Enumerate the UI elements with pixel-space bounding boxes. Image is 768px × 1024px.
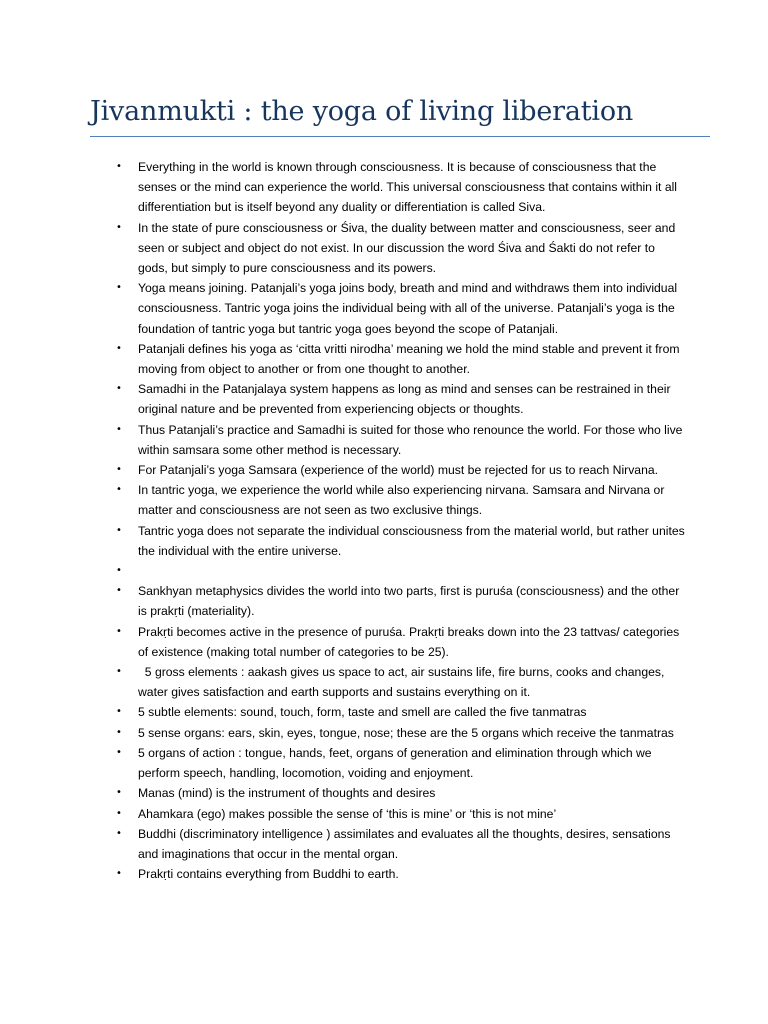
bullet-icon: • xyxy=(116,524,122,536)
list-item-text: In the state of pure consciousness or Śiva, the duality between matter and consciousness, seer and seen or subject and object do not exist. In our discussion the word Śiva and Śakti do not refer to gods, but simply to pure consciousness and its powers. xyxy=(138,220,676,276)
bullet-icon: • xyxy=(116,484,122,496)
list-item-text: In tantric yoga, we experience the world while also experiencing nirvana. Samsara and Nirvana or matter and consciousness are not seen as two exclusive things. xyxy=(138,483,665,518)
list-item xyxy=(0,581,686,621)
bullet-icon: • xyxy=(116,221,122,233)
list-item xyxy=(0,157,686,218)
list-item xyxy=(0,622,686,662)
list-item xyxy=(0,420,686,460)
list-item xyxy=(0,723,686,743)
list-item-text: For Patanjali’s yoga Samsara (experience of the world) must be rejected for us to reach Nirvana. xyxy=(138,463,659,478)
bullet-icon: • xyxy=(116,342,122,354)
bullet-list xyxy=(0,157,686,884)
list-item xyxy=(0,339,686,379)
bullet-icon: • xyxy=(116,807,122,819)
list-item-text: Buddhi (discriminatory intelligence ) assimilates and evaluates all the thoughts, desires, sensations and imaginations that occur in the mental organ. xyxy=(138,826,671,861)
bullet-icon: • xyxy=(116,868,122,880)
bullet-icon: • xyxy=(116,827,122,839)
bullet-icon: • xyxy=(116,666,122,678)
list-item-text: Thus Patanjali’s practice and Samadhi is suited for those who renounce the world. For those who live within samsara some other method is necessary. xyxy=(138,422,683,457)
bullet-icon: • xyxy=(116,464,122,476)
bullet-icon: • xyxy=(116,565,122,577)
page-title: Jivanmukti : the yoga of living liberation xyxy=(90,96,634,127)
list-item-text: Patanjali defines his yoga as ‘citta vritti nirodha’ meaning we hold the mind stable and prevent it from moving from object to another or from one thought to another. xyxy=(138,341,680,377)
list-item xyxy=(0,743,686,783)
list-item xyxy=(0,864,686,884)
list-item xyxy=(0,804,686,824)
list-item-text: Samadhi in the Patanjalaya system happens as long as mind and senses can be restrained in their original nature and be prevented from experiencing objects or thoughts. xyxy=(138,382,671,417)
bullet-icon: • xyxy=(116,726,122,738)
bullet-icon: • xyxy=(116,746,122,758)
list-item-text: Sankhyan metaphysics divides the world into two parts, first is puruśa (consciousness) and the other is prakṛti (materiality). xyxy=(138,584,680,619)
list-item-text: Prakṛti becomes active in the presence of puruśa. Prakṛti breaks down into the 23 tattvas/ categories of existence (making total number of categories to be 25). xyxy=(138,624,680,659)
list-item-text: 5 subtle elements: sound, touch, form, taste and smell are called the five tanmatras xyxy=(138,705,587,720)
bullet-icon: • xyxy=(116,383,122,395)
list-item-text: 5 sense organs: ears, skin, eyes, tongue, nose; these are the 5 organs which receive the tanmatras xyxy=(138,725,674,740)
list-item-text: Tantric yoga does not separate the individual consciousness from the material world, but rather unites the individual with the entire universe. xyxy=(138,523,685,558)
list-item xyxy=(0,521,686,561)
list-item xyxy=(0,278,686,339)
list-item xyxy=(0,480,686,520)
bullet-icon: • xyxy=(116,706,122,718)
list-item-text: Prakṛti contains everything from Buddhi to earth. xyxy=(138,867,399,882)
bullet-icon: • xyxy=(116,282,122,294)
bullet-icon: • xyxy=(116,787,122,799)
list-item-text: Manas (mind) is the instrument of thoughts and desires xyxy=(138,786,436,801)
list-item-text: Everything in the world is known through consciousness. It is because of consciousness that the senses or the mind can experience the world. This universal consciousness that contains within it all differentiation but is itself beyond any duality or differentiation is called Siva. xyxy=(138,160,678,215)
bullet-icon: • xyxy=(116,625,122,637)
list-item xyxy=(0,460,686,480)
list-item xyxy=(0,824,686,864)
list-item xyxy=(0,783,686,803)
list-item-text: Yoga means joining. Patanjali’s yoga joins body, breath and mind and withdraws them into individual consciousness. Tantric yoga joins the individual being with all of the universe. Patanjali’s yoga is the foundation of tantric yoga but tantric yoga goes beyond the scope of Patanjali. xyxy=(138,281,678,336)
bullet-icon: • xyxy=(116,423,122,435)
title-underline xyxy=(90,136,710,137)
bullet-icon: • xyxy=(116,161,122,172)
list-item-text: Ahamkara (ego) makes possible the sense of ‘this is mine’ or ‘this is not mine’ xyxy=(138,806,557,821)
list-item xyxy=(0,218,686,279)
list-item-text: 5 organs of action : tongue, hands, feet, organs of generation and elimination through which we perform speech, handling, locomotion, voiding and enjoyment. xyxy=(138,745,652,781)
list-item xyxy=(0,379,686,419)
list-item-text: 5 gross elements : aakash gives us space to act, air sustains life, fire burns, cooks and changes, water gives satisfaction and earth supports and sustains everything on it. xyxy=(138,665,668,700)
list-item xyxy=(0,662,686,702)
list-item xyxy=(0,702,686,722)
list-item-empty xyxy=(0,561,686,581)
bullet-icon: • xyxy=(116,585,122,597)
